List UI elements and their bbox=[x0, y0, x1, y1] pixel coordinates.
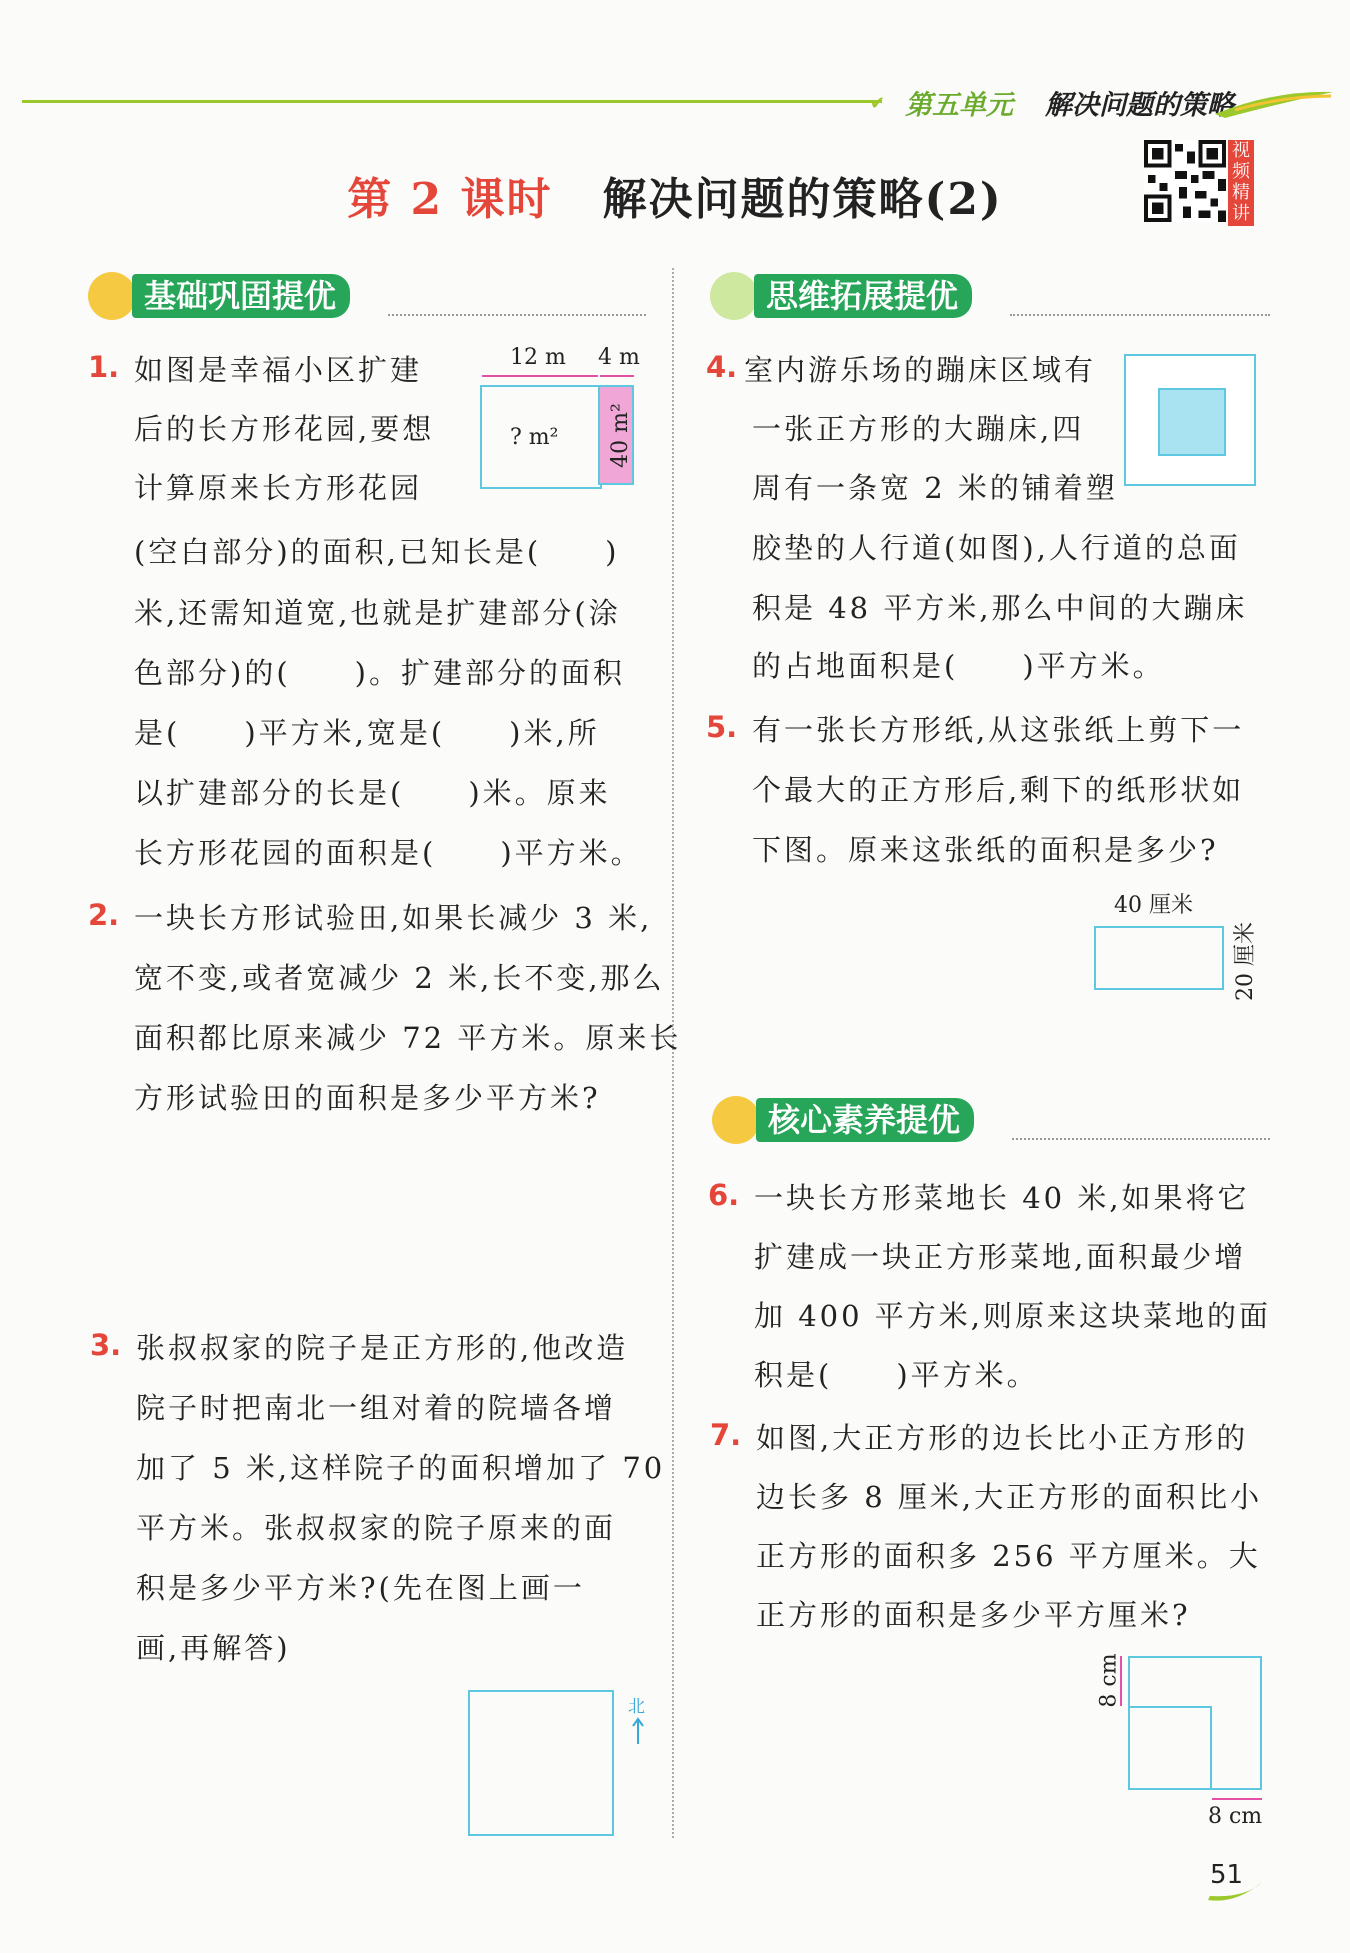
q5-height-label: 20 厘米 bbox=[1233, 922, 1258, 1001]
dimension-arrow bbox=[600, 375, 634, 377]
q3-line: 画,再解答) bbox=[136, 1631, 291, 1665]
lesson-name: 解决问题的策略(2) bbox=[602, 174, 1003, 225]
q1-line: 米,还需知道宽,也就是扩建部分(涂 bbox=[134, 596, 621, 630]
q7-number: 7. bbox=[710, 1418, 742, 1452]
header-chevron-icon: ✔ bbox=[870, 93, 886, 114]
q5-width-label: 40 厘米 bbox=[1114, 893, 1193, 918]
dimension-arrow bbox=[1212, 1798, 1262, 1800]
north-arrow-icon bbox=[630, 1716, 646, 1744]
q1-label-area: 40 m² bbox=[607, 403, 633, 468]
trophy-badge-icon bbox=[712, 1096, 760, 1144]
q7-small-square bbox=[1128, 1706, 1212, 1790]
q7-line: 边长多 8 厘米,大正方形的面积比小 bbox=[756, 1480, 1263, 1514]
q7-left-label: 8 cm bbox=[1096, 1653, 1122, 1708]
q1-line: 是( )平方米,宽是( )米,所 bbox=[134, 716, 600, 750]
q3-north-label: 北 bbox=[628, 1697, 645, 1717]
q3-line: 院子时把南北一组对着的院墙各增 bbox=[136, 1391, 617, 1425]
q7-line: 如图,大正方形的边长比小正方形的 bbox=[756, 1421, 1249, 1455]
section-rule bbox=[1012, 1138, 1270, 1140]
q5-line: 有一张长方形纸,从这张纸上剪下一 bbox=[752, 713, 1245, 747]
section-rule bbox=[388, 314, 646, 316]
q5-line: 个最大的正方形后,剩下的纸形状如 bbox=[752, 773, 1245, 807]
q6-line: 加 400 平方米,则原来这块菜地的面 bbox=[754, 1299, 1272, 1333]
q1-line: 如图是幸福小区扩建 bbox=[134, 353, 423, 387]
q6-line: 一块长方形菜地长 40 米,如果将它 bbox=[754, 1181, 1250, 1215]
q5-remaining-rect bbox=[1094, 926, 1224, 990]
q4-line: 胶垫的人行道(如图),人行道的总面 bbox=[752, 531, 1241, 565]
section-core-title: 核心素养提优 bbox=[756, 1098, 974, 1142]
q3-yard-square bbox=[468, 1690, 614, 1836]
q2-line: 面积都比原来减少 72 平方米。原来长 bbox=[134, 1021, 682, 1055]
section-core-header bbox=[712, 1098, 1272, 1142]
q6-number: 6. bbox=[708, 1178, 740, 1212]
q4-line: 的占地面积是( )平方米。 bbox=[752, 649, 1165, 683]
q4-number: 4. bbox=[706, 350, 738, 384]
section-basic-title: 基础巩固提优 bbox=[132, 274, 350, 318]
header-topic: 解决问题的策略 bbox=[1045, 90, 1234, 121]
q4-line: 积是 48 平方米,那么中间的大蹦床 bbox=[752, 591, 1248, 625]
q2-line: 宽不变,或者宽减少 2 米,长不变,那么 bbox=[134, 961, 665, 995]
q2-line: 方形试验田的面积是多少平方米? bbox=[134, 1081, 601, 1115]
q6-line: 积是( )平方米。 bbox=[754, 1358, 1039, 1392]
q7-line: 正方形的面积是多少平方厘米? bbox=[756, 1598, 1191, 1632]
section-thinking-title: 思维拓展提优 bbox=[754, 274, 972, 318]
section-basic-header bbox=[88, 274, 648, 318]
q1-label-length: 12 m bbox=[510, 345, 566, 370]
q3-line: 张叔叔家的院子是正方形的,他改造 bbox=[136, 1331, 629, 1365]
q2-number: 2. bbox=[88, 898, 120, 932]
page-swoosh-icon bbox=[1206, 1880, 1266, 1904]
q1-line: 计算原来长方形花园 bbox=[134, 471, 423, 505]
q1-line: 色部分)的( )。扩建部分的面积 bbox=[134, 656, 625, 690]
section-rule bbox=[1010, 314, 1270, 316]
q1-label-ext-length: 4 m bbox=[598, 345, 640, 370]
page-number: 51 bbox=[1210, 1860, 1244, 1890]
q3-number: 3. bbox=[90, 1328, 122, 1362]
q7-line: 正方形的面积多 256 平方厘米。大 bbox=[756, 1539, 1261, 1573]
q1-line: 长方形花园的面积是( )平方米。 bbox=[134, 836, 643, 870]
lesson-label: 第 2 课时 bbox=[347, 174, 553, 225]
q4-line: 室内游乐场的蹦床区域有 bbox=[744, 353, 1097, 387]
q4-walkway-square bbox=[1124, 354, 1256, 486]
q7-bottom-label: 8 cm bbox=[1208, 1804, 1263, 1829]
header-unit: 第五单元 bbox=[905, 90, 1013, 121]
sprout-badge-icon bbox=[710, 272, 758, 320]
q2-line: 一块长方形试验田,如果长减少 3 米, bbox=[134, 901, 653, 935]
qr-code-icon[interactable] bbox=[1144, 140, 1226, 222]
q3-line: 加了 5 米,这样院子的面积增加了 70 bbox=[136, 1451, 666, 1485]
q1-garden-figure bbox=[480, 345, 640, 490]
q6-line: 扩建成一块正方形菜地,面积最少增 bbox=[754, 1240, 1247, 1274]
q1-line: 以扩建部分的长是( )米。原来 bbox=[134, 776, 611, 810]
header-rule bbox=[22, 100, 882, 103]
q4-line: 周有一条宽 2 米的铺着塑 bbox=[752, 471, 1118, 505]
dimension-arrow bbox=[482, 375, 598, 377]
section-thinking-header bbox=[710, 274, 1270, 318]
q5-line: 下图。原来这张纸的面积是多少? bbox=[752, 833, 1219, 867]
q1-label-unknown: ? m² bbox=[510, 425, 559, 450]
q4-line: 一张正方形的大蹦床,四 bbox=[752, 412, 1085, 446]
q1-number: 1. bbox=[88, 350, 120, 384]
q1-line: (空白部分)的面积,已知长是( ) bbox=[134, 535, 620, 569]
gear-badge-icon bbox=[88, 272, 136, 320]
q5-number: 5. bbox=[706, 710, 738, 744]
q3-line: 平方米。张叔叔家的院子原来的面 bbox=[136, 1511, 617, 1545]
q4-trampoline-square bbox=[1158, 388, 1226, 456]
qr-label: 视频精讲 bbox=[1228, 140, 1254, 226]
q3-line: 积是多少平方米?(先在图上画一 bbox=[136, 1571, 585, 1605]
leaf-swoosh-icon bbox=[1215, 88, 1335, 118]
q1-line: 后的长方形花园,要想 bbox=[134, 412, 435, 446]
